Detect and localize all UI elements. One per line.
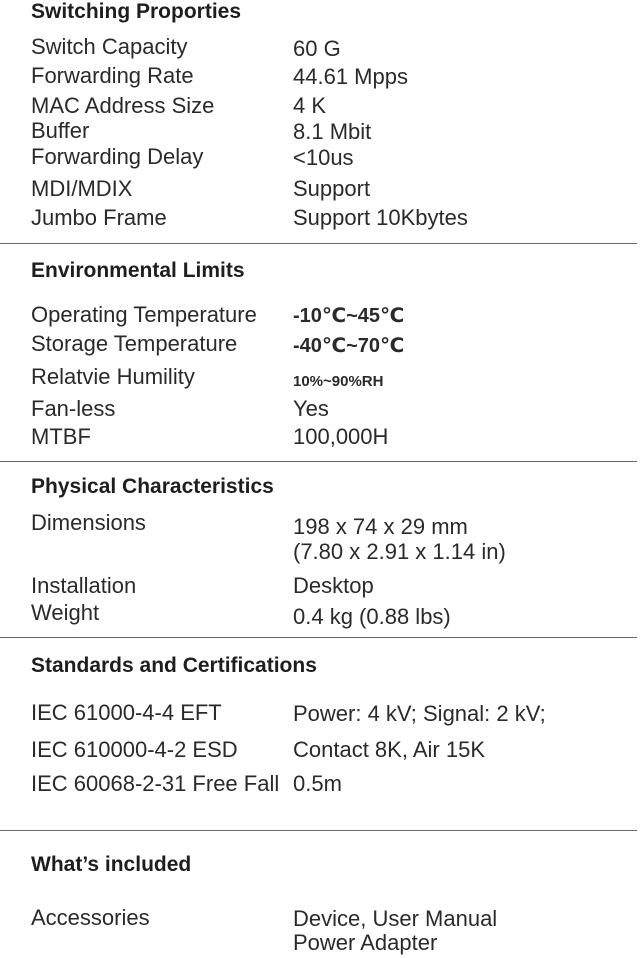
spec-value: 10%~90%RH — [293, 373, 384, 390]
spec-value: Power: 4 kV; Signal: 2 kV; — [293, 701, 546, 726]
section-divider — [0, 243, 637, 244]
spec-value: 8.1 Mbit — [293, 119, 372, 144]
spec-value: 60 G — [293, 36, 341, 61]
spec-label: IEC 61000-4-4 EFT — [31, 700, 222, 725]
spec-label: Accessories — [31, 905, 150, 930]
spec-label: MDI/MDIX — [31, 176, 133, 201]
spec-label: MTBF — [31, 424, 91, 449]
spec-value: <10us — [293, 145, 354, 170]
spec-value: Support — [293, 176, 371, 201]
spec-label: Installation — [31, 573, 137, 598]
spec-label: Dimensions — [31, 510, 146, 535]
spec-value: -10℃~45℃ — [293, 305, 405, 327]
section-title-switching: Switching Proporties — [31, 0, 242, 23]
spec-value: 0.4 kg (0.88 lbs) — [293, 604, 451, 629]
spec-value: 44.61 Mpps — [293, 64, 408, 89]
spec-value: Desktop — [293, 573, 374, 598]
spec-label: Buffer — [31, 118, 90, 143]
spec-value: Contact 8K, Air 15K — [293, 737, 485, 762]
spec-label: Forwarding Delay — [31, 144, 204, 169]
spec-value: 100,000H — [293, 424, 389, 449]
spec-label: Storage Temperature — [31, 331, 238, 356]
spec-label: IEC 610000-4-2 ESD — [31, 737, 238, 762]
spec-label: Weight — [31, 600, 100, 625]
spec-value: -40℃~70℃ — [293, 335, 405, 357]
spec-label: Jumbo Frame — [31, 205, 167, 230]
spec-value: Support 10Kbytes — [293, 205, 468, 230]
spec-value: Yes — [293, 396, 329, 421]
spec-value-secondary: (7.80 x 2.91 x 1.14 in) — [293, 539, 506, 564]
spec-label: Operating Temperature — [31, 302, 257, 327]
spec-label: Fan-less — [31, 396, 116, 421]
spec-label: MAC Address Size — [31, 93, 215, 118]
spec-value-secondary: Power Adapter — [293, 930, 438, 955]
section-divider — [0, 637, 637, 638]
section-title-environmental: Environmental Limits — [31, 259, 245, 282]
section-title-physical: Physical Characteristics — [31, 475, 274, 498]
spec-value: Device, User Manual — [293, 906, 498, 931]
spec-label: Switch Capacity — [31, 34, 188, 59]
section-divider — [0, 461, 637, 462]
spec-value: 198 x 74 x 29 mm — [293, 514, 468, 539]
spec-label: Forwarding Rate — [31, 63, 194, 88]
spec-value: 0.5m — [293, 771, 342, 796]
section-title-standards: Standards and Certifications — [31, 654, 317, 677]
spec-label: IEC 60068-2-31 Free Fall — [31, 771, 280, 796]
section-divider — [0, 830, 637, 831]
section-title-included: What’s included — [31, 853, 192, 876]
spec-label: Relatvie Humility — [31, 364, 195, 389]
spec-value: 4 K — [293, 93, 327, 118]
